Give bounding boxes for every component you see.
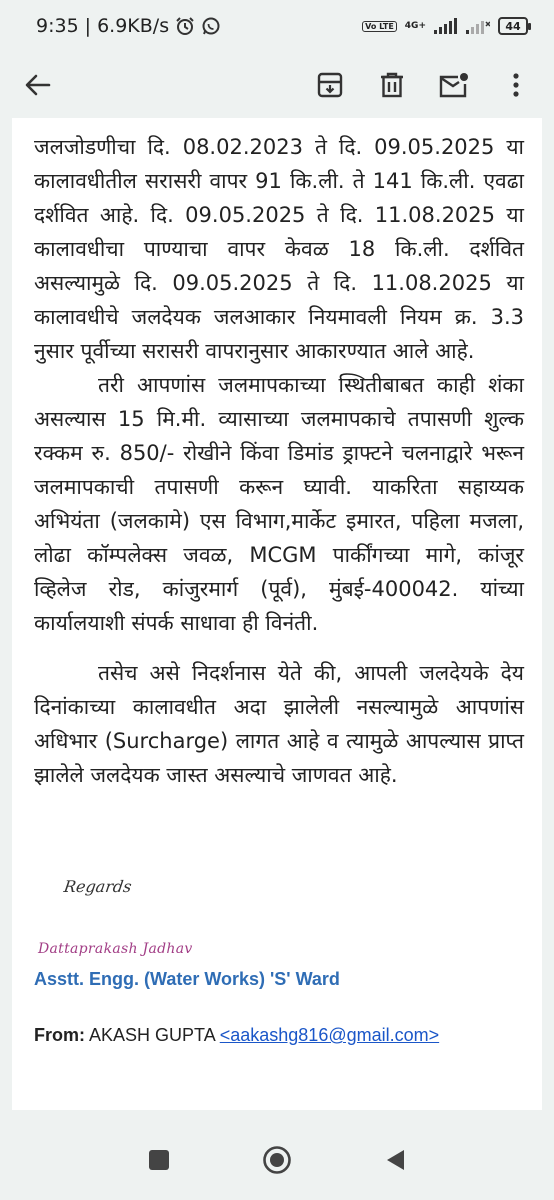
- quoted-from-line: [34, 1018, 524, 1052]
- letter: [12, 118, 542, 1052]
- more-options-button[interactable]: [496, 65, 536, 105]
- signal-weak-icon: [466, 18, 490, 34]
- nav-back-button[interactable]: [370, 1135, 420, 1185]
- status-right: [362, 17, 528, 35]
- mark-unread-icon: [439, 72, 469, 98]
- from-name: AKASH GUPTA: [89, 1025, 215, 1045]
- recents-icon: [148, 1149, 170, 1171]
- status-left: [36, 15, 221, 37]
- archive-button[interactable]: [310, 65, 350, 105]
- from-label: From:: [34, 1025, 85, 1045]
- alarm-icon: [175, 16, 195, 36]
- clock: 9:35: [36, 15, 79, 37]
- back-button[interactable]: [18, 65, 58, 105]
- back-icon: [384, 1148, 406, 1172]
- network-type: 4G+: [404, 20, 426, 31]
- home-icon: [262, 1145, 292, 1175]
- battery-indicator: 44: [498, 17, 528, 35]
- back-arrow-icon: [24, 71, 52, 99]
- signal-strength-icon: [434, 18, 458, 34]
- paragraph-gap: [34, 640, 524, 656]
- letter-paragraph-3: तसेच असे निदर्शनास येते की, आपली जलदेयके देय दिनांकाच्या कालावधीत अदा झालेली नसल्यामुळे आपणांस अधिभार (Surcharge) लागत आहे व त्यामुळे आपल्यास प्राप्त झालेले जलदेयक जास्त असल्याचे जाणवत आहे.: [34, 661, 524, 787]
- letter-paragraph-1: जलजोडणीचा दि. 08.02.2023 ते दि. 09.05.2025 या कालावधीतील सरासरी वापर 91 कि.ली. ते 141 कि.ली. एवढा दर्शवित आहे. दि. 09.05.2025 ते दि. 11.08.2025 या कालावधीचा पाण्याचा वापर केवळ 18 कि.ली. दर्शवित असल्यामुळे दि. 09.05.2025 ते दि. 11.08.2025 या कालावधीचे जलदेयक जलआकार नियमावली नियम क्र. 3.3 नुसार पूर्वीच्या सरासरी वापरानुसार आकारण्यात आले आहे.: [34, 135, 524, 363]
- email-body[interactable]: [12, 118, 542, 1110]
- toolbar-actions: [310, 65, 536, 105]
- home-button[interactable]: [252, 1135, 302, 1185]
- letter-paragraph-2: तरी आपणांस जलमापकाच्या स्थितीबाबत काही शंका असल्यास 15 मि.मी. व्यासाच्या जलमापकाचे तपासणी शुल्क रक्कम रु. 850/- रोखीने किंवा डिमांड ड्राफ्टने चलनाद्वारे भरून जलमापकाची तपासणी करून घ्यावी. याकरिता सहाय्यक अभियंता (जलकामे) एस विभाग,मार्केट इमारत, पहिला मजला, लोढा कॉम्पलेक्स जवळ, MCGM पार्कींगच्या मागे, कांजूर व्हिलेज रोड, कांजुरमार्ग (पूर्व), मुंबई-400042. यांच्या कार्यालयाशी संपर्क साधावा ही विनंती.: [34, 373, 524, 635]
- regards-text: Regards: [62, 877, 133, 896]
- email-toolbar: [0, 52, 554, 118]
- signature-name: Dattaprakash Jadhav: [38, 941, 193, 957]
- system-nav-bar: [0, 1120, 554, 1200]
- network-speed: 6.9KB/s: [97, 15, 170, 37]
- status-separator: |: [84, 15, 92, 37]
- status-bar: [0, 0, 554, 52]
- whatsapp-icon: [201, 16, 221, 36]
- mark-unread-button[interactable]: [434, 65, 474, 105]
- more-vertical-icon: [512, 72, 520, 98]
- recents-button[interactable]: [134, 1135, 184, 1185]
- archive-icon: [317, 72, 343, 98]
- volte-badge: Vo LTE: [362, 21, 397, 32]
- from-email-link[interactable]: <aakashg816@gmail.com>: [219, 1025, 440, 1045]
- delete-button[interactable]: [372, 65, 412, 105]
- delete-icon: [380, 72, 404, 98]
- signature-title: Asstt. Engg. (Water Works) 'S' Ward: [34, 969, 340, 989]
